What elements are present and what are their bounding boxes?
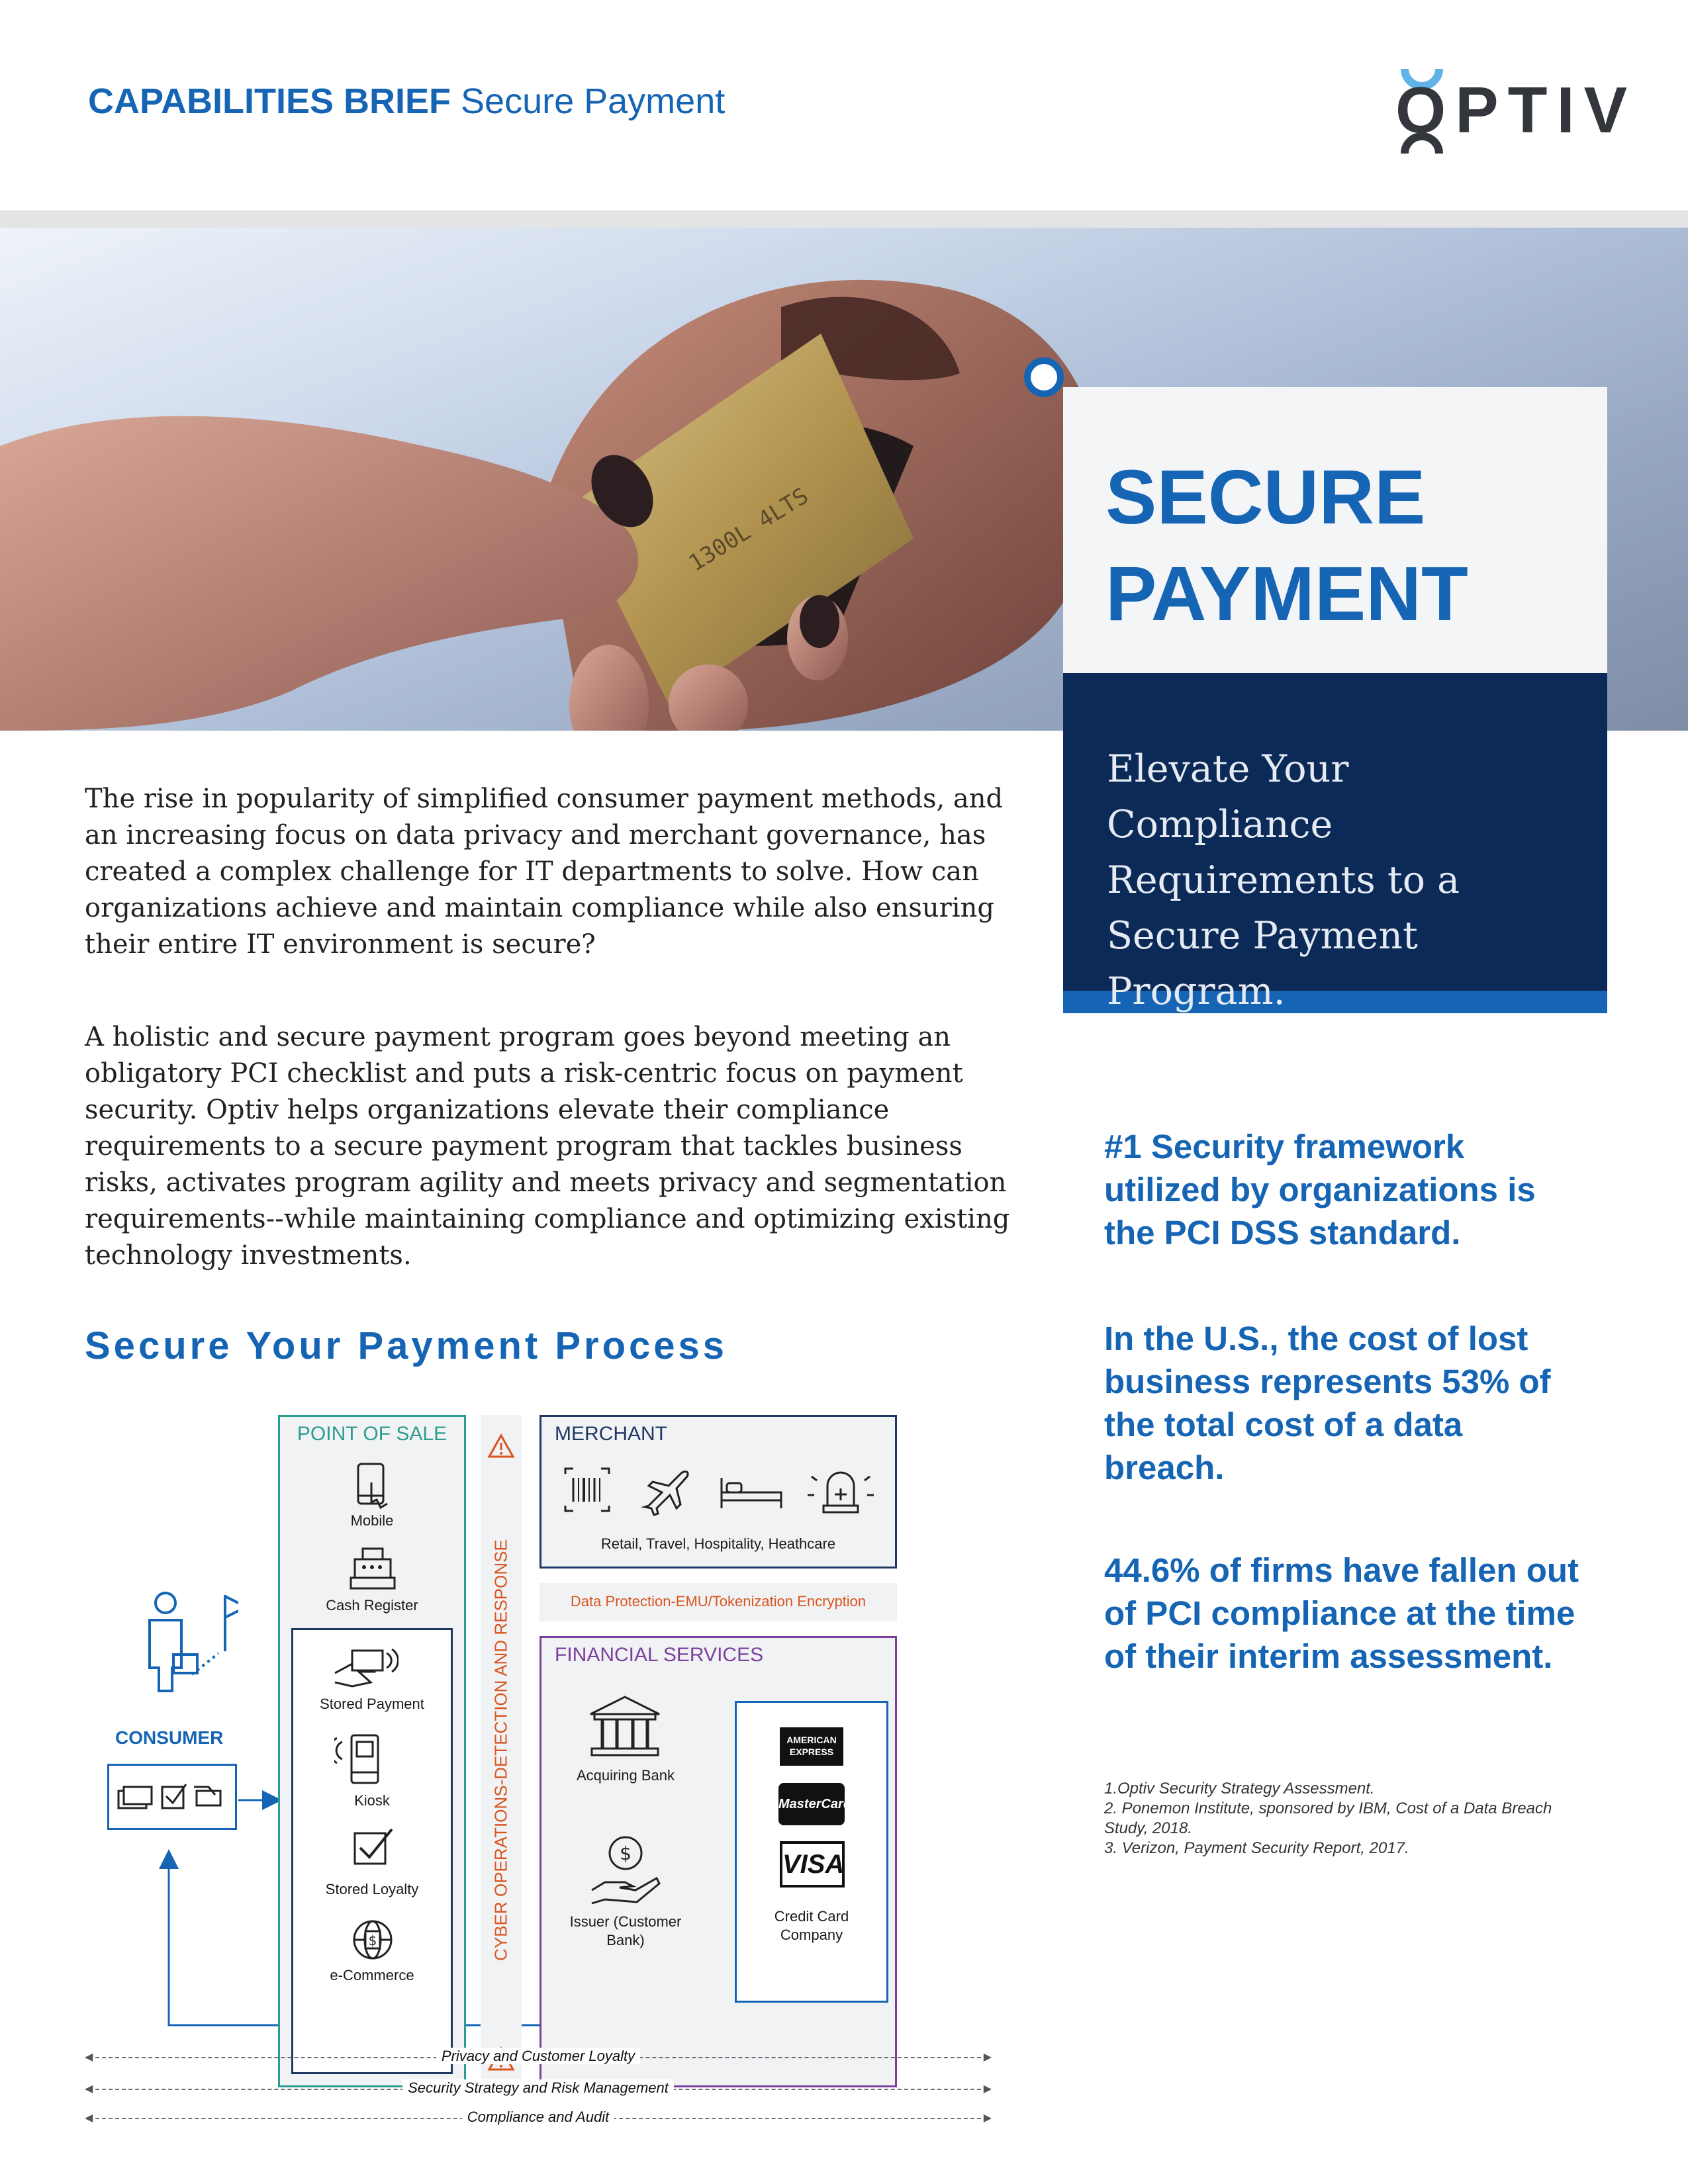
acquiring-bank-label: Acquiring Bank [577,1767,675,1784]
pos-cash-register-label: Cash Register [326,1597,418,1614]
warning-triangle-icon [487,1433,515,1459]
e-commerce-globe-icon [351,1918,395,1962]
stored-payment-icon [332,1648,399,1689]
title-line-2: PAYMENT [1105,551,1468,637]
retail-barcode-icon [565,1469,609,1511]
arrow-left-icon: ◀ [85,2050,93,2063]
subtitle: Elevate Your Compliance Requirements to a Secure Payment Program. [1107,747,1460,1013]
arrow-right-icon: ▶ [983,2082,992,2095]
footnote-3: 3. Verizon, Payment Security Report, 2017. [1104,1839,1409,1857]
visa-logo: VISA [780,1841,845,1888]
svg-text:$: $ [620,1843,632,1864]
ring-accent-icon [1024,357,1064,397]
mastercard-logo: MasterCard [778,1783,845,1825]
program-paragraph: A holistic and secure payment program goes beyond meeting an obligatory PCI checklist and puts a risk-centric focus on payment security. Optiv helps organizations elevate their compliance requirements to a secure payment program that tackles business risks, activates program agility and meets privacy and segmentation requirements--while maintaining compliance and optimizing existing technology investments. [85,1022,1010,1271]
logo-text: OPTIV [1395,73,1637,146]
band-text-compliance: Compliance and Audit [462,2109,614,2125]
brief-subject: Secure Payment [461,81,726,121]
band-label [85,2109,992,2126]
band-text-security: Security Strategy and Risk Management [402,2079,674,2096]
process-title: Secure Your Payment Process [85,1324,728,1367]
hospitality-bed-icon [722,1478,781,1508]
optiv-logo [1395,54,1637,160]
footnote-2: 2. Ponemon Institute, sponsored by IBM, Cost of a Data Breach Study, 2018. [1104,1799,1552,1837]
amex-logo: AMERICAN EXPRESS [780,1727,843,1766]
footnote-1: 1.Optiv Security Strategy Assessment. [1104,1780,1375,1797]
arrow-right-icon: ▶ [983,2111,992,2124]
data-protection-label: Data Protection-EMU/Tokenization Encryption [570,1593,867,1610]
arrow-left-icon: ◀ [85,2111,93,2124]
issuer-label: Issuer (Customer Bank) [569,1913,682,1948]
stat-compliance-lapse: 44.6% of firms have fallen out of PCI compliance at the time of their interim assessment. [1104,1551,1579,1675]
title-line-1: SECURE [1105,454,1426,540]
issuer-hand-coin-icon [589,1835,662,1907]
travel-plane-icon [645,1472,688,1515]
credit-card-company-label: Credit Card Company [774,1908,849,1943]
financial-services-title: FINANCIAL SERVICES [555,1644,764,1666]
merchant-caption: Retail, Travel, Hospitality, Heathcare [600,1535,836,1552]
band-compliance [85,2110,992,2126]
consumer-payment-box [107,1764,237,1830]
pos-e-commerce-label: e-Commerce [330,1967,414,1983]
merchant-title: MERCHANT [555,1423,667,1445]
stat-pci-framework: #1 Security framework utilized by organizations is the PCI DSS standard. [1104,1128,1536,1251]
band-text-privacy: Privacy and Customer Loyalty [436,2048,640,2064]
svg-text:1300L 4LTS: 1300L 4LTS [684,482,814,577]
brief-title [88,81,725,122]
footnotes [1104,1779,1581,1858]
brief-label: CAPABILITIES BRIEF [88,81,451,121]
band-label [85,2048,992,2065]
consumer-payment-icons [109,1766,235,1828]
cash-register-icon [350,1547,396,1590]
cyber-operations-label: CYBER OPERATIONS-DETECTION AND RESPONSE [491,1539,511,1961]
bank-building-icon [588,1694,662,1760]
arrow-right-icon: ▶ [983,2050,992,2063]
band-privacy [85,2049,992,2065]
healthcare-siren-icon [808,1473,874,1512]
intro-paragraph: The rise in popularity of simplified consumer payment methods, and an increasing focus on data privacy and merchant governance, has created a complex challenge for IT departments to solve. How can organizations achieve and maintain compliance while also ensuring their entire IT environment is secure? [85,784,1004,960]
band-label [85,2079,992,2097]
stat-lost-business: In the U.S., the cost of lost business represents 53% of the total cost of a data breach. [1104,1320,1551,1486]
payment-process-diagram [99,1403,1013,2131]
pos-stored-loyalty-label: Stored Loyalty [325,1881,419,1897]
pos-kiosk-label: Kiosk [354,1792,390,1809]
svg-text:$: $ [368,1933,377,1948]
mobile-phone-icon [354,1463,391,1509]
kiosk-icon [334,1733,394,1788]
pos-mobile-label: Mobile [350,1512,394,1529]
point-of-sale-title: POINT OF SALE [297,1423,447,1445]
pos-stored-payment-label: Stored Payment [320,1696,424,1712]
stored-loyalty-checkbox-icon [352,1827,395,1869]
arrow-left-icon: ◀ [85,2082,93,2095]
band-security-strategy [85,2081,992,2097]
header-divider [0,210,1688,228]
page-title [1105,449,1468,642]
consumer-label: CONSUMER [115,1727,224,1748]
merchant-sector-icons [563,1466,894,1519]
consumer-person-icon [126,1588,238,1694]
